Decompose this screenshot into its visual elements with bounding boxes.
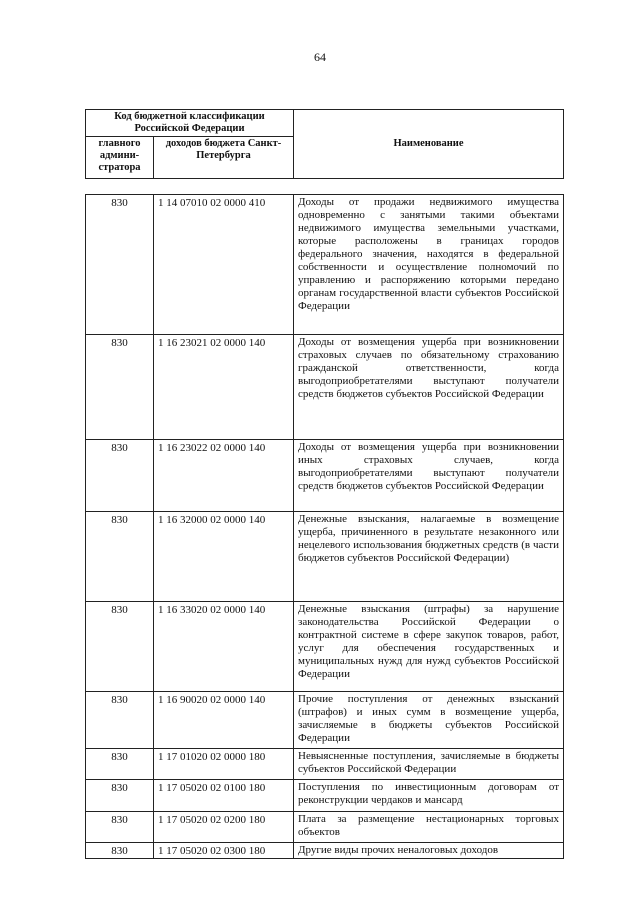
table-row: [86, 843, 564, 859]
revenue-table: [85, 194, 564, 859]
table-row: [86, 195, 564, 335]
table-row: [86, 512, 564, 602]
table-row: [86, 749, 564, 780]
income-code-cell: 1 17 05020 02 0200 180: [154, 812, 294, 843]
income-name-cell: Доходы от возмещения ущерба при возникновении иных страховых случаев, когда выгодоприобретателями выступают получатели средств бюджетов субъектов Российской Федерации: [294, 440, 564, 512]
income-code-cell: 1 16 23021 02 0000 140: [154, 335, 294, 440]
income-code-cell: 1 16 32000 02 0000 140: [154, 512, 294, 602]
header-budget-classification: Код бюджетной классификации Российской Федерации: [86, 110, 294, 137]
admin-code-cell: 830: [86, 843, 154, 859]
header-name: Наименование: [294, 110, 564, 179]
admin-code-cell: 830: [86, 195, 154, 335]
admin-code-cell: 830: [86, 512, 154, 602]
income-code-cell: 1 16 33020 02 0000 140: [154, 602, 294, 692]
admin-code-cell: 830: [86, 692, 154, 749]
income-name-cell: Денежные взыскания (штрафы) за нарушение законодательства Российской Федерации о контрактной системе в сфере закупок товаров, работ, услуг для обеспечения государственных и муниципальных нужд для нужд субъектов Российской Федерации: [294, 602, 564, 692]
admin-code-cell: 830: [86, 440, 154, 512]
table-header: [85, 109, 564, 179]
header-chief-administrator: главного админи-стратора: [86, 137, 154, 179]
table-row: [86, 780, 564, 812]
income-code-cell: 1 17 01020 02 0000 180: [154, 749, 294, 780]
income-name-cell: Денежные взыскания, налагаемые в возмещение ущерба, причиненного в результате незаконного или нецелевого использования бюджетных средств (в части бюджетов субъектов Российской Федерации): [294, 512, 564, 602]
income-name-cell: Доходы от возмещения ущерба при возникновении страховых случаев по обязательному страхованию гражданской ответственности, когда выгодоприобретателями выступают получатели средств бюджетов субъектов Российской Федерации: [294, 335, 564, 440]
header-income-code: доходов бюджета Санкт-Петербурга: [154, 137, 294, 179]
income-name-cell: Поступления по инвестиционным договорам от реконструкции чердаков и мансард: [294, 780, 564, 812]
table-row: [86, 812, 564, 843]
income-code-cell: 1 16 23022 02 0000 140: [154, 440, 294, 512]
table-row: [86, 692, 564, 749]
income-name-cell: Прочие поступления от денежных взысканий (штрафов) и иных сумм в возмещение ущерба, зачисляемые в бюджеты субъектов Российской Федерации: [294, 692, 564, 749]
admin-code-cell: 830: [86, 812, 154, 843]
admin-code-cell: 830: [86, 780, 154, 812]
income-name-cell: Доходы от продажи недвижимого имущества одновременно с занятыми такими объектами недвижимого имущества земельными участками, которые расположены в границах городов федерального значения, находятся в федеральной собственности и осуществление полномочий по управлению и распоряжению которыми передано органам государственной власти субъектов Российской Федерации: [294, 195, 564, 335]
income-name-cell: Невыясненные поступления, зачисляемые в бюджеты субъектов Российской Федерации: [294, 749, 564, 780]
table-row: [86, 440, 564, 512]
income-code-cell: 1 16 90020 02 0000 140: [154, 692, 294, 749]
admin-code-cell: 830: [86, 335, 154, 440]
table-row: [86, 602, 564, 692]
income-name-cell: Плата за размещение нестационарных торговых объектов: [294, 812, 564, 843]
income-code-cell: 1 14 07010 02 0000 410: [154, 195, 294, 335]
income-code-cell: 1 17 05020 02 0300 180: [154, 843, 294, 859]
admin-code-cell: 830: [86, 749, 154, 780]
table-row: [86, 335, 564, 440]
income-code-cell: 1 17 05020 02 0100 180: [154, 780, 294, 812]
admin-code-cell: 830: [86, 602, 154, 692]
income-name-cell: Другие виды прочих неналоговых доходов: [294, 843, 564, 859]
page-number: 64: [314, 50, 326, 64]
